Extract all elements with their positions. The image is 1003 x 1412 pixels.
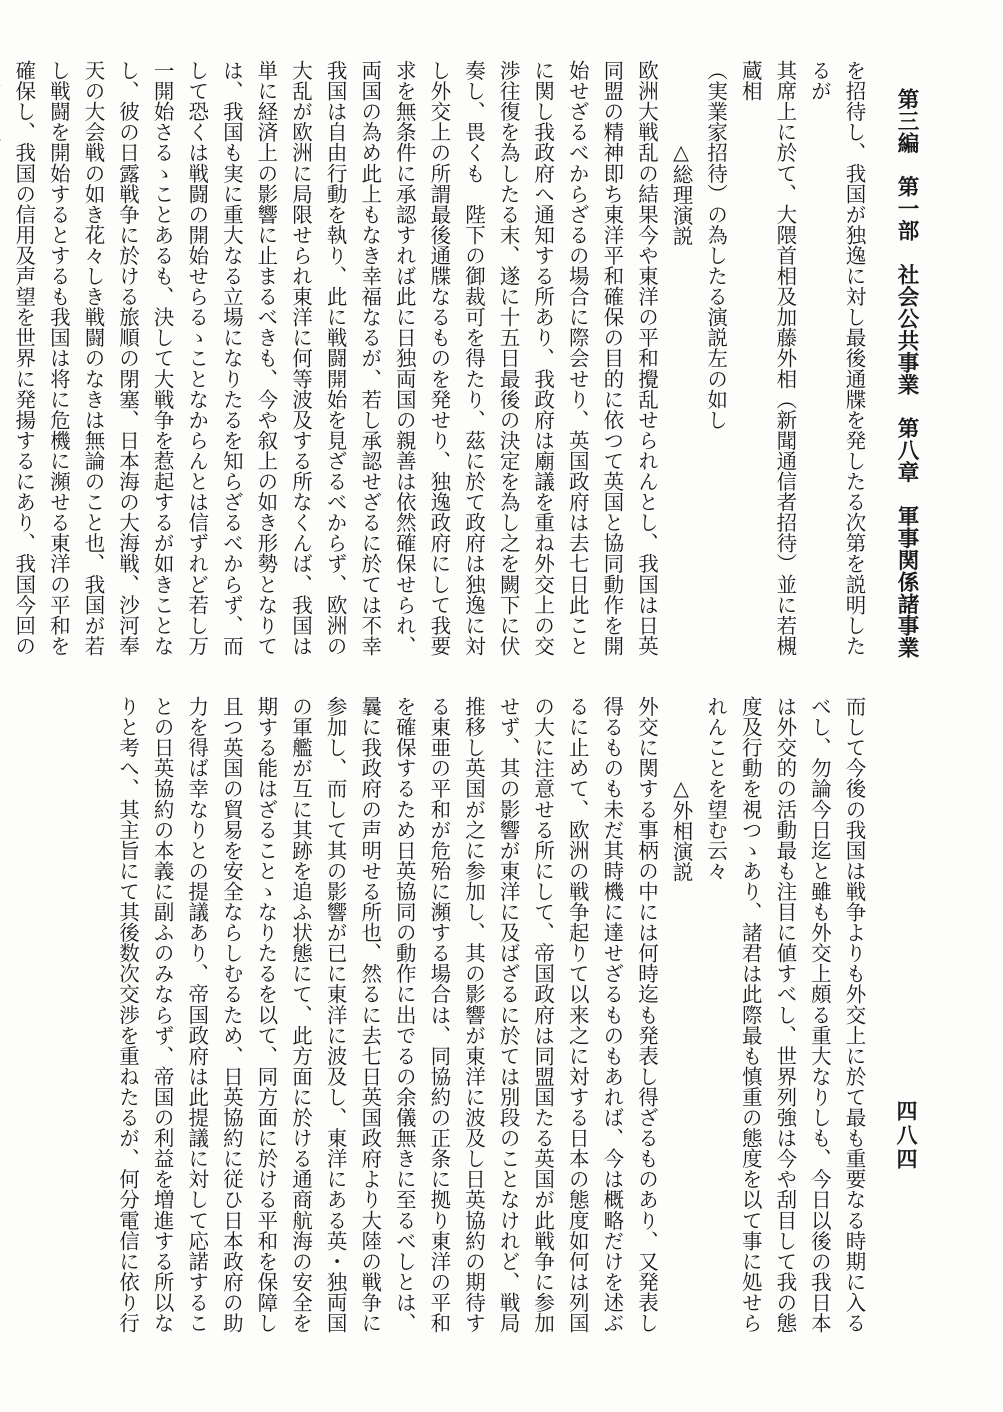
page-number: 四八四	[894, 1100, 919, 1172]
running-head: 第三編 第一部 社会公共事業 第八章 軍事関係諸事業	[894, 88, 919, 659]
upper-text-block	[0, 60, 871, 672]
lower-text-block	[110, 696, 871, 1353]
section-heading-prime-minister: △総理演説	[669, 140, 694, 247]
prime-minister-speech: 欧洲大戦乱の結果今や東洋の平和攪乱せられんとし、我国は日英同盟の精神即ち東洋平和確保の目的に依つて英国と協同動作を開始せざるべからざるの場合に際会せり、英国政府は去七日此ことに関し我政府へ通知する所あり、我政府は廟議を重ね外交上の交渉往復を為したる末、遂に十五日最後の決定を為し之を闕下に伏奏し、畏くも 陛下の御裁可を得たり、茲に於て政府は独逸に対し外交上の所謂最後通牒なるものを発せり、独逸政府にして我要求を無条件に承認すれば此に日独両国の親善は依然確保せられ、両国の為め此上もなき幸福なるが、若し承認せざるに於ては不幸我国は自由行動を執り、此に戦闘開始を見ざるべからず、欧洲の大乱が欧洲に局限せられ東洋に何等波及する所なくんば、我国は単に経済上の影響に止まるべきも、今や叙上の如き形勢となりては、我国も実に重大なる立場になりたるを知らざるべからず、而して恐くは戦闘の開始せらるゝことなからんとは信ずれど若し万一開始さるゝことあるも、決して大戦争を惹起するが如きことなし、彼の日露戦争に於ける旅順の閉塞、日本海の大海戦、沙河奉天の大会戦の如き花々しき戦闘のなきは無論のこと也、我国が若し戦闘を開始するとするも我国は将に危機に瀕せる東洋の平和を確保し、我国の信用及声望を世界に発揚するにあり、我国今回の	[11, 60, 659, 656]
section-heading-foreign-minister: △外相演説	[669, 776, 694, 883]
intro-line-1: を招待し、我国が独逸に対し最後通牒を発したる次第を説明したるが	[807, 60, 866, 656]
intro-line-3: （実業家招待）の為したる演説左の如し	[703, 60, 728, 430]
intro-line-2: 其席上に於て、大隈首相及加藤外相（新聞通信者招待）並に若槻蔵相	[738, 60, 797, 656]
foreign-minister-speech: 外交に関する事柄の中には何時迄も発表し得ざるものあり、又発表し得るものも未だ其時機に達せざるものもあれば、今は概略だけを述ぶるに止めて、欧洲の戦争起りて以来之に対する日本の態度如何は列国の大に注意せる所にして、帝国政府は同盟国たる英国が此戦争に参加せず、其の影響が東洋に及ばざるに於ては別段のことなけれど、戦局推移し英国が之に参加し、其の影響が東洋に波及し日英協約の期待する東亜の平和が危殆に瀕する場合は、同協約の正条に拠り東洋の平和を確保するため日英協同の動作に出でるの余儀無きに至るべしとは、曩に我政府の声明せる所也、然るに去七日英国政府より大陸の戦争に参加し、而して其の影響が已に東洋に波及し、東洋にある英・独両国の軍艦が互に其跡を追ふ状態にて、此方面に於ける通商航海の安全を期する能はざることゝなりたるを以て、同方面に於ける平和を保障し且つ英国の貿易を安全ならしむるため、日英協約に従ひ日本政府の助力を得ば幸なりとの提議あり、帝国政府は此提議に対して応諾することの日英協約の本義に副ふのみならず、帝国の利益を増進する所以なりと考へ、其主旨にて其後数次交渉を重ねたるが、何分電信に依り行	[115, 696, 659, 1334]
prime-minister-speech-continued: 而して今後の我国は戦争よりも外交上に於て最も重要なる時期に入るべし、勿論今日迄と雖も外交上頗る重大なりしも、今日以後の我日本は外交的の活動最も注目に値すべし、世界列強は今や刮目して我の態度及行動を視つゝあり、諸君は此際最も慎重の態度を以て事に処せられんことを望む云々	[703, 696, 866, 1334]
